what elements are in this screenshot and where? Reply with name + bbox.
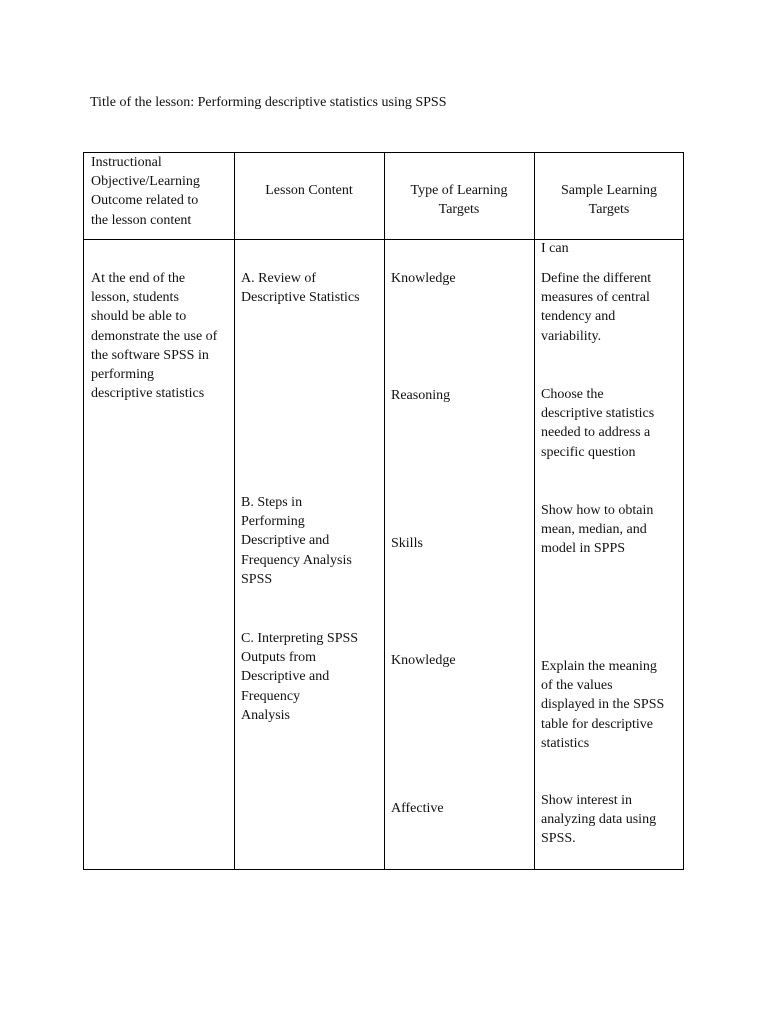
objective-text: At the end of the lesson, students should be able to demonstrate the use of the software SPSS in performing descriptive statistics [91, 271, 218, 402]
header-sample-learning-targets: Sample Learning Targets [560, 183, 658, 218]
target-type: Skills [391, 536, 423, 551]
header-divider [84, 239, 683, 240]
header-type-of-learning-targets: Type of Learning Targets [410, 183, 508, 218]
target-type: Affective [391, 801, 444, 816]
column-divider [384, 153, 385, 869]
content-item: B. Steps in Performing Descriptive and Frequency Analysis SPSS [241, 495, 352, 587]
sample-target: Show interest in analyzing data using SPSS. [541, 793, 657, 847]
header-objective: Instructional Objective/Learning Outcome related to the lesson content [91, 155, 200, 228]
sample-target: Show how to obtain mean, median, and model in SPPS [541, 503, 654, 557]
lesson-plan-table [83, 152, 684, 870]
target-type: Knowledge [391, 271, 456, 286]
header-lesson-content: Lesson Content [265, 183, 353, 198]
content-item: A. Review of Descriptive Statistics [241, 271, 360, 306]
sample-target: Choose the descriptive statistics needed to address a specific question [541, 387, 655, 460]
target-type: Reasoning [391, 388, 451, 403]
lesson-title: Title of the lesson: Performing descriptive statistics using SPSS [90, 95, 447, 110]
sample-target: Explain the meaning of the values displayed in the SPSS table for descriptive statistics [541, 659, 665, 751]
column-divider [234, 153, 235, 869]
target-type: Knowledge [391, 653, 456, 668]
sample-target: Define the different measures of central tendency and variability. [541, 271, 652, 344]
column-divider [534, 153, 535, 869]
sample-intro: I can [541, 241, 569, 256]
content-item: C. Interpreting SPSS Outputs from Descriptive and Frequency Analysis [241, 631, 359, 723]
